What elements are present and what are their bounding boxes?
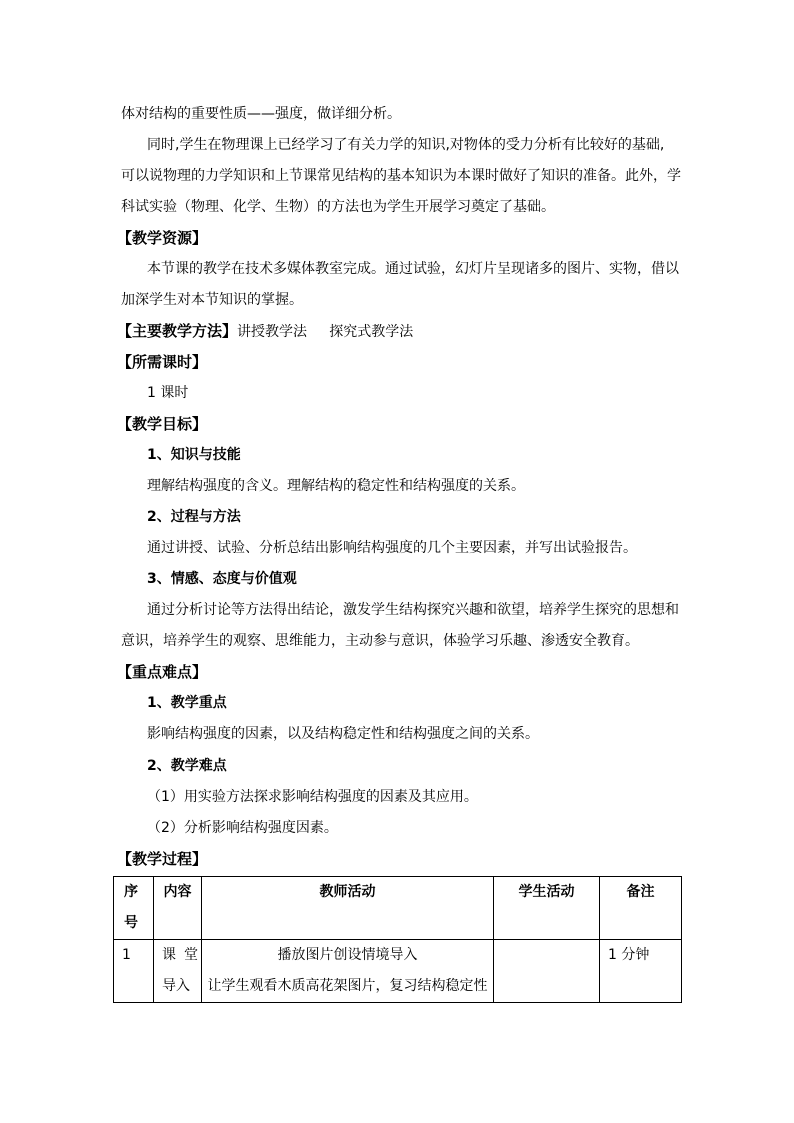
hours-heading: 【所需课时】 [117, 353, 208, 371]
process-table [113, 876, 682, 1003]
cell-seq: 1 [114, 940, 154, 1003]
key-title: 1、教学重点 [147, 695, 227, 711]
physics-paragraph-line-2: 可以说物理的力学知识和上节课常见结构的基本知识为本课时做好了知识的准备。此外，学 [121, 168, 681, 184]
teacher-line-2: 让学生观看木质高花架图片，复习结构稳定性 [207, 978, 488, 994]
objective-1-title: 1、知识与技能 [147, 447, 241, 463]
physics-paragraph-line-1: 同时,学生在物理课上已经学习了有关力学的知识,对物体的受力分析有比较好的基础, [147, 137, 665, 153]
methods-heading: 【主要教学方法】 [117, 322, 238, 340]
difficulty-item-1: （1）用实验方法探求影响结构强度的因素及其应用。 [147, 789, 478, 805]
cell-teacher [202, 940, 494, 1003]
resources-line-2: 加深学生对本节知识的掌握。 [121, 292, 303, 308]
objective-1-text: 理解结构强度的含义。理解结构的稳定性和结构强度的关系。 [147, 478, 525, 494]
intro-tail-line: 体对结构的重要性质——强度，做详细分析。 [121, 106, 401, 122]
objective-2-text: 通过讲授、试验、分析总结出影响结构强度的几个主要因素，并写出试验报告。 [147, 540, 637, 556]
teacher-line-1: 播放图片创设情境导入 [277, 947, 418, 963]
process-heading: 【教学过程】 [117, 850, 208, 868]
content-char-a: 课 [162, 947, 176, 963]
objective-3-text-line-1: 通过分析讨论等方法得出结论，激发学生结构探究兴趣和欲望，培养学生探究的思想和 [147, 602, 679, 618]
resources-heading: 【教学资源】 [117, 229, 208, 247]
column-header-note: 备注 [600, 877, 682, 940]
objective-3-title: 3、情感、态度与价值观 [147, 571, 297, 587]
content-line-1 [162, 940, 198, 971]
objectives-heading: 【教学目标】 [117, 415, 208, 433]
seq-header-line-2: 号 [124, 915, 138, 931]
resources-line-1: 本节课的教学在技术多媒体教室完成。通过试验，幻灯片呈现诸多的图片、实物，借以 [147, 261, 679, 277]
column-header-student: 学生活动 [494, 877, 600, 940]
cell-note: 1 分钟 [600, 940, 682, 1003]
methods-text: 讲授教学法 探究式教学法 [237, 324, 414, 340]
seq-header-line-1: 序 [124, 884, 138, 900]
cell-content [154, 940, 202, 1003]
column-header-teacher: 教师活动 [202, 877, 494, 940]
column-header-content: 内容 [154, 877, 202, 940]
difficulty-item-2: （2）分析影响结构强度因素。 [147, 820, 338, 836]
key-text: 影响结构强度的因素，以及结构稳定性和结构强度之间的关系。 [147, 726, 539, 742]
column-header-seq [114, 877, 154, 940]
content-char-b: 堂 [184, 947, 198, 963]
objective-2-title: 2、过程与方法 [147, 509, 241, 525]
keypoints-heading: 【重点难点】 [117, 663, 208, 681]
difficulty-title: 2、教学难点 [147, 758, 227, 774]
table-row [114, 940, 682, 1003]
cell-student [494, 940, 600, 1003]
content-line-2: 导入 [162, 978, 190, 994]
table-header-row [114, 877, 682, 940]
objective-3-text-line-2: 意识，培养学生的观察、思维能力，主动参与意识，体验学习乐趣、渗透安全教育。 [121, 633, 639, 649]
physics-paragraph-line-3: 科试实验（物理、化学、生物）的方法也为学生开展学习奠定了基础。 [121, 199, 555, 215]
hours-text: 1 课时 [147, 385, 189, 401]
methods-line [117, 321, 413, 342]
